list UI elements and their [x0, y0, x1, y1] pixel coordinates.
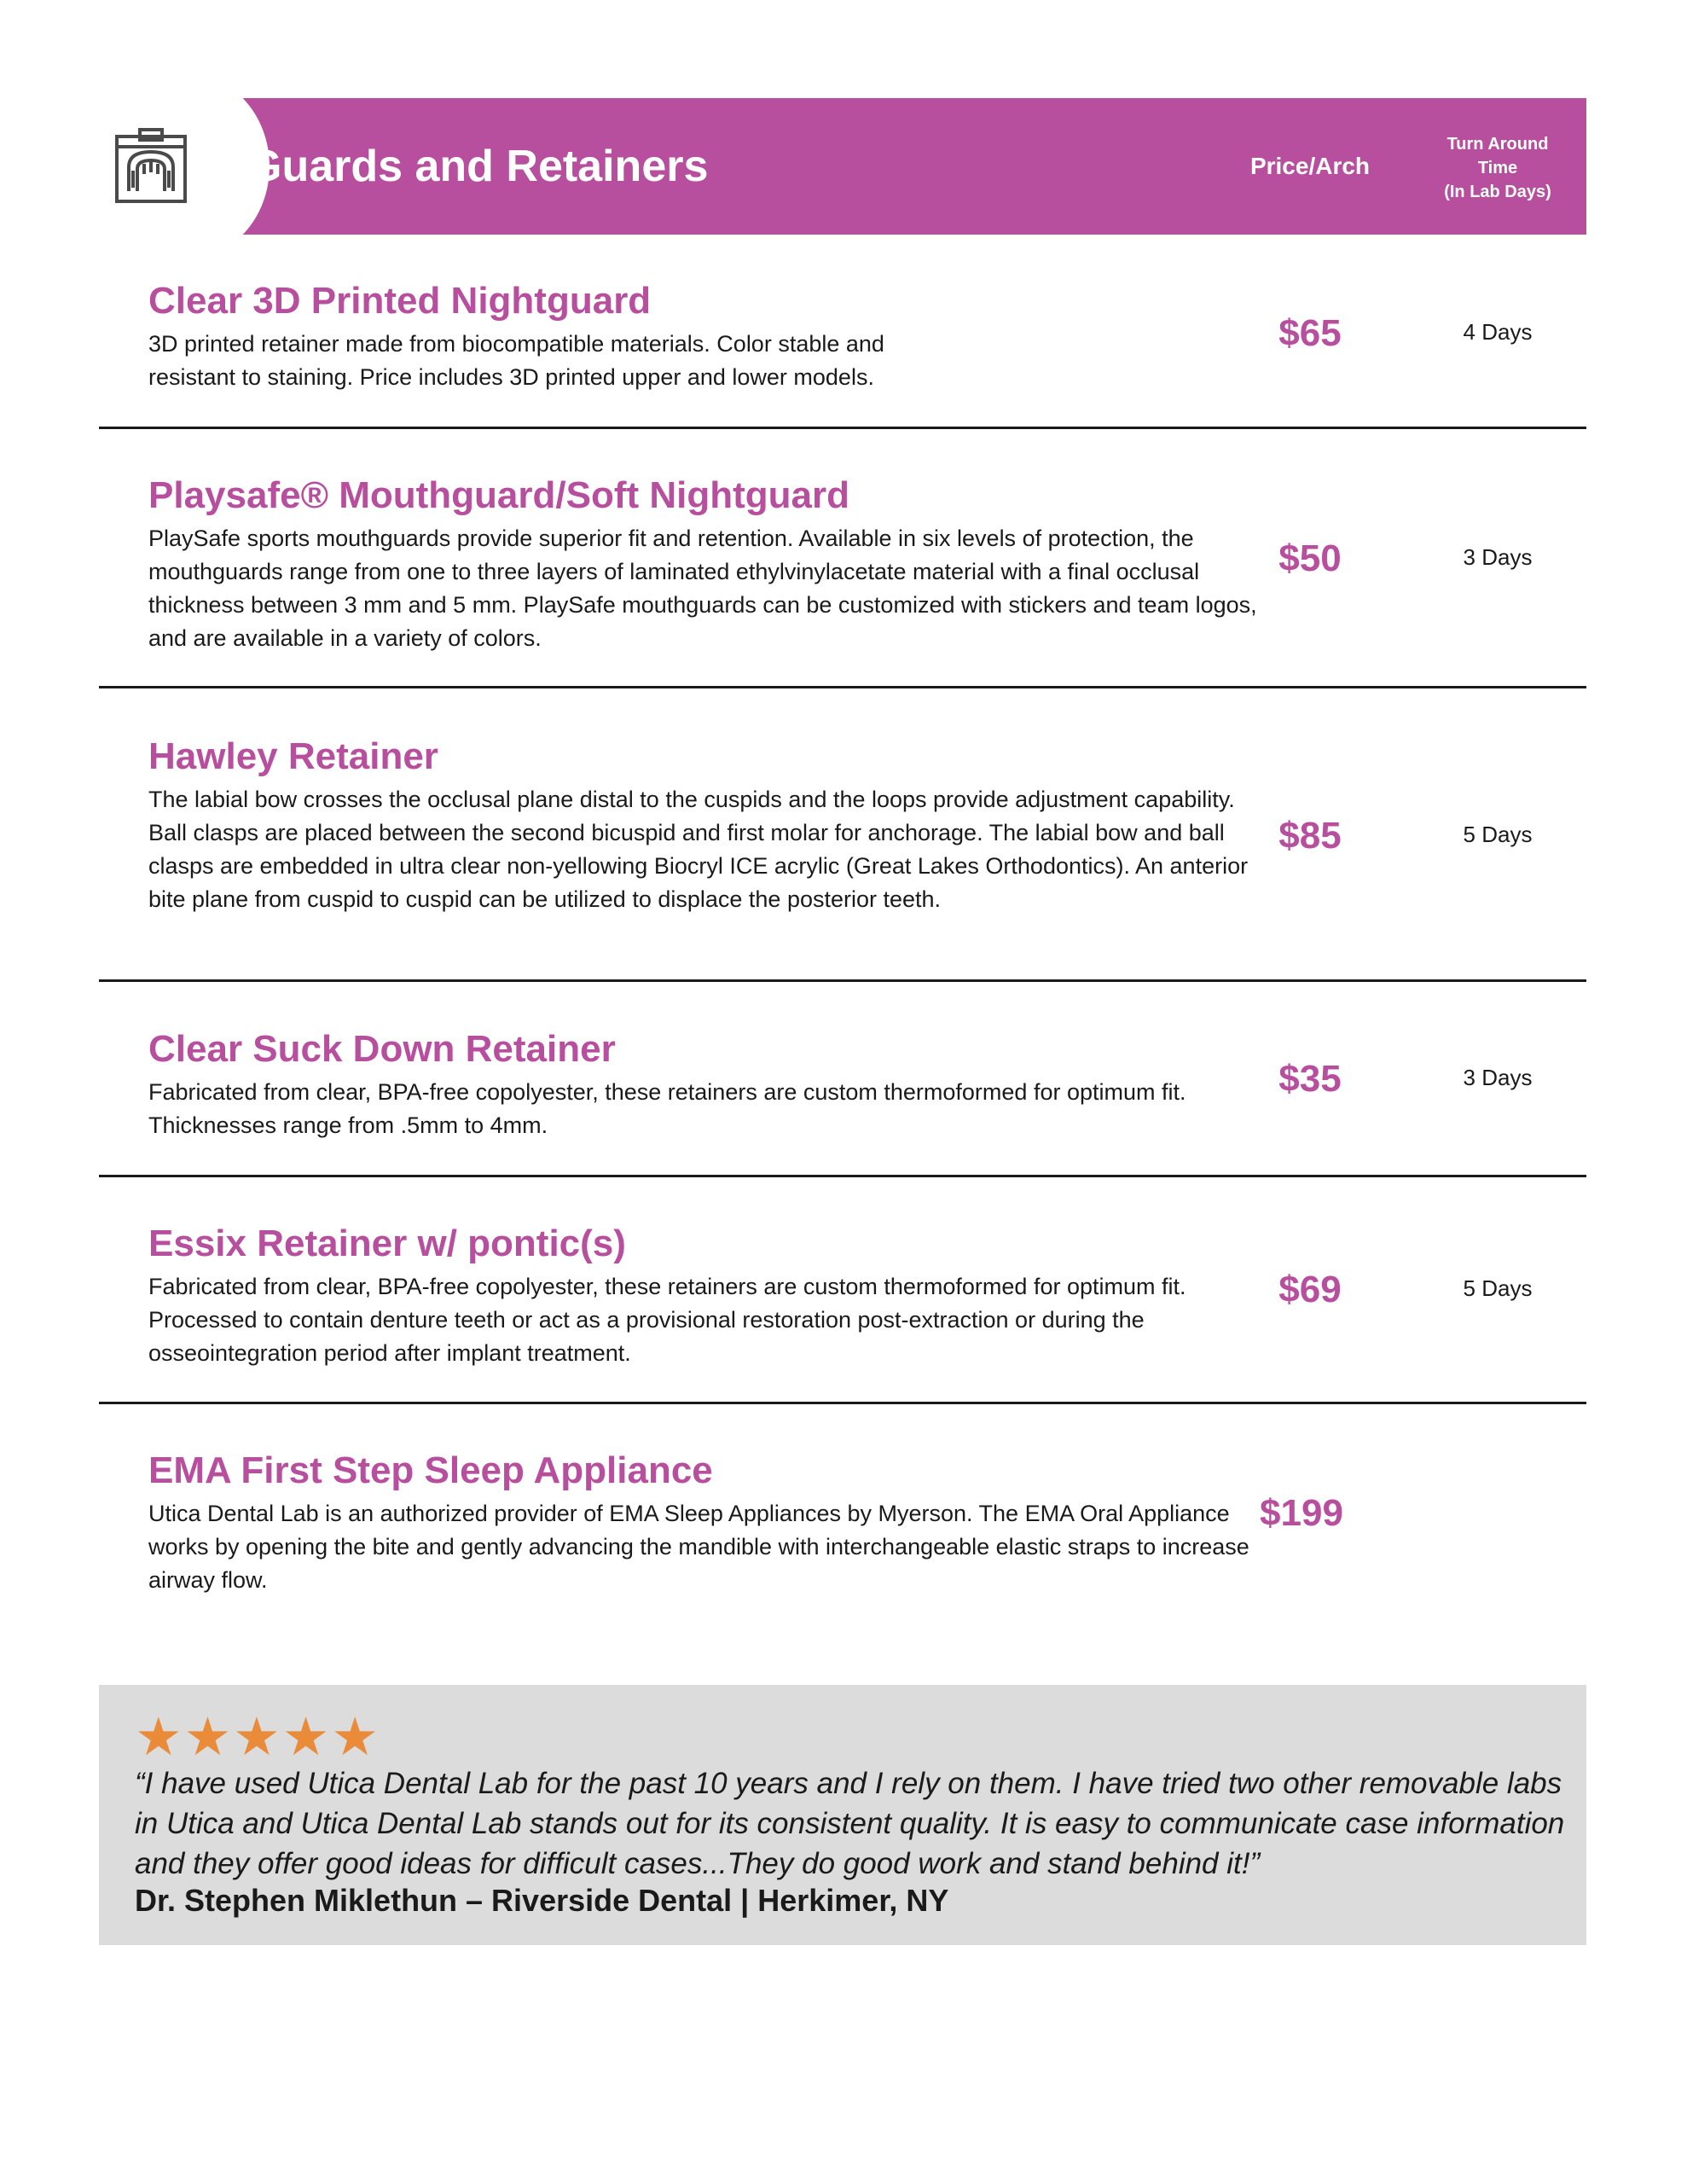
retainer-icon [114, 128, 188, 205]
product-turnaround: 4 Days [1463, 319, 1533, 345]
product-name: Playsafe® Mouthguard/Soft Nightguard [148, 474, 849, 516]
product-item [99, 1449, 1586, 1599]
turnaround-column-header [1412, 132, 1583, 204]
product-description: Utica Dental Lab is an authorized provider of EMA Sleep Appliances by Myerson. The EMA Oral Appliance works by opening the bite and gently advancing the mandible with interchangeable elastic straps to increase airway flow. [148, 1501, 1249, 1593]
product-name: EMA First Step Sleep Appliance [148, 1449, 713, 1491]
testimonial-box [99, 1685, 1586, 1945]
product-turnaround: 5 Days [1463, 1275, 1533, 1301]
product-item [99, 1028, 1586, 1177]
price-column-header: Price/Arch [1249, 153, 1371, 179]
turnaround-header-line-3: (In Lab Days) [1444, 183, 1551, 201]
product-item [99, 280, 1586, 429]
product-item [99, 735, 1586, 982]
product-price: $35 [1278, 1058, 1342, 1100]
section-header [99, 98, 1586, 235]
product-name: Essix Retainer w/ pontic(s) [148, 1223, 626, 1264]
product-item [99, 1223, 1586, 1404]
product-description: PlaySafe sports mouthguards provide superior fit and retention. Available in six levels of protection, the mouthguards range from one to three layers of laminated ethylvinylacetate material with a final occlusal thickness between 3 mm and 5 mm. PlaySafe mouthguards can be customized with stickers and team logos, and are available in a variety of colors. [148, 526, 1257, 651]
product-price: $199 [1260, 1492, 1343, 1534]
product-name: Clear Suck Down Retainer [148, 1028, 616, 1070]
product-name: Hawley Retainer [148, 735, 438, 777]
turnaround-header-line-1: Turn Around [1446, 135, 1549, 154]
product-name: Clear 3D Printed Nightguard [148, 280, 652, 322]
product-turnaround: 5 Days [1463, 822, 1533, 847]
product-description: The labial bow crosses the occlusal plane distal to the cuspids and the loops provide adjustment capability. Ball clasps are placed between the second bicuspid and first molar for anchorage. The labial bow and ball clasps are embedded in ultra clear non-yellowing Biocryl ICE acrylic (Great Lakes Orthodontics). An anterior bite plane from cuspid to cuspid can be utilized to displace the posterior teeth. [148, 787, 1249, 912]
product-price: $85 [1278, 815, 1342, 857]
turnaround-header-line-2: Time [1477, 159, 1518, 177]
page-title: Guards and Retainers [247, 142, 709, 191]
testimonial-quote: “I have used Utica Dental Lab for the past 10 years and I rely on them. I have tried two other removable labs in Utica and Utica Dental Lab stands out for its consistent quality. It is easy to communicate case information and they offer good ideas for difficult cases...They do good work and stand behind it!” [135, 1767, 1565, 1880]
product-price: $65 [1278, 312, 1342, 354]
product-turnaround: 3 Days [1463, 1065, 1533, 1090]
testimonial-author: Dr. Stephen Miklethun – Riverside Dental | Herkimer, NY [135, 1883, 949, 1918]
product-description: 3D printed retainer made from biocompatible materials. Color stable and resistant to staining. Price includes 3D printed upper and lower models. [148, 331, 884, 390]
product-description: Fabricated from clear, BPA-free copolyester, these retainers are custom thermoformed for optimum fit. Thicknesses range from .5mm to 4mm. [148, 1079, 1186, 1138]
product-price: $50 [1278, 537, 1342, 579]
product-description: Fabricated from clear, BPA-free copolyester, these retainers are custom thermoformed for optimum fit. Processed to contain denture teeth or act as a provisional restoration post-extraction or during the osseointegration period after implant treatment. [148, 1274, 1186, 1366]
product-item [99, 474, 1586, 688]
star-rating-icon: ★★★★★ [135, 1705, 380, 1768]
product-price: $69 [1278, 1269, 1342, 1310]
product-turnaround: 3 Days [1463, 544, 1533, 570]
